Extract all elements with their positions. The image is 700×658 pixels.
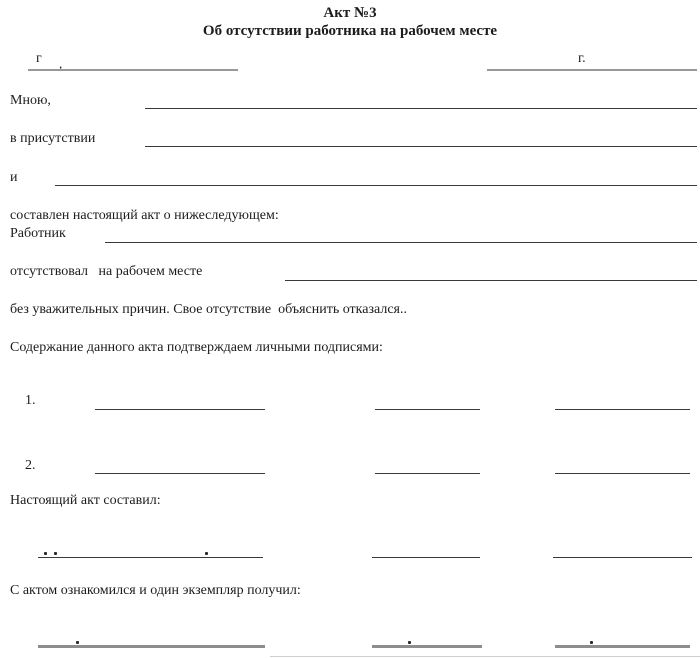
item1-name-line <box>95 409 265 410</box>
and-blank-line <box>55 185 697 186</box>
composer-date-line <box>553 557 692 558</box>
no-reason-text: без уважительных причин. Свое отсутствие объяснить отказался.. <box>10 302 407 317</box>
item2-name-line <box>95 473 265 474</box>
date-blank-line <box>487 69 697 71</box>
item2-number: 2. <box>25 458 36 473</box>
confirm-text: Содержание данного акта подтверждаем личными подписями: <box>10 340 383 355</box>
composer-signature-line <box>372 557 480 558</box>
page-edge-artifact <box>270 656 700 657</box>
receiver-signature-line <box>372 645 482 648</box>
speck-mark <box>408 641 411 644</box>
speck-mark <box>76 641 79 644</box>
composer-name-line <box>38 557 263 558</box>
absent-blank-line <box>285 280 697 281</box>
item1-date-line <box>555 409 690 410</box>
by-me-label: Мною, <box>10 93 51 108</box>
city-blank-line <box>28 69 238 71</box>
speck-mark <box>205 552 208 555</box>
item1-number: 1. <box>25 393 36 408</box>
item2-signature-line <box>375 473 480 474</box>
item2-date-line <box>555 473 690 474</box>
speck-mark <box>44 552 47 555</box>
receiver-name-line <box>38 645 265 648</box>
received-label: С актом ознакомился и один экземпляр получил: <box>10 583 301 598</box>
receiver-date-line <box>555 645 690 648</box>
employee-blank-line <box>105 242 697 243</box>
city-comma-mark: , <box>59 56 63 71</box>
speck-mark <box>54 552 57 555</box>
presence-blank-line <box>145 146 697 147</box>
city-label: г <box>36 51 42 66</box>
item1-signature-line <box>375 409 480 410</box>
absent-label: отсутствовал на рабочем месте <box>10 264 203 279</box>
presence-label: в присутствии <box>10 131 96 146</box>
year-label: г. <box>578 51 586 66</box>
drawn-up-text: составлен настоящий акт о нижеследующем: <box>10 208 279 223</box>
document-title-line2: Об отсутствии работника на рабочем месте <box>202 23 498 39</box>
employee-label: Работник <box>10 226 66 241</box>
speck-mark <box>590 641 593 644</box>
and-label: и <box>10 170 18 185</box>
composed-label: Настоящий акт составил: <box>10 493 161 508</box>
by-me-blank-line <box>145 108 697 109</box>
document-title-line1: Акт №3 <box>323 5 377 21</box>
